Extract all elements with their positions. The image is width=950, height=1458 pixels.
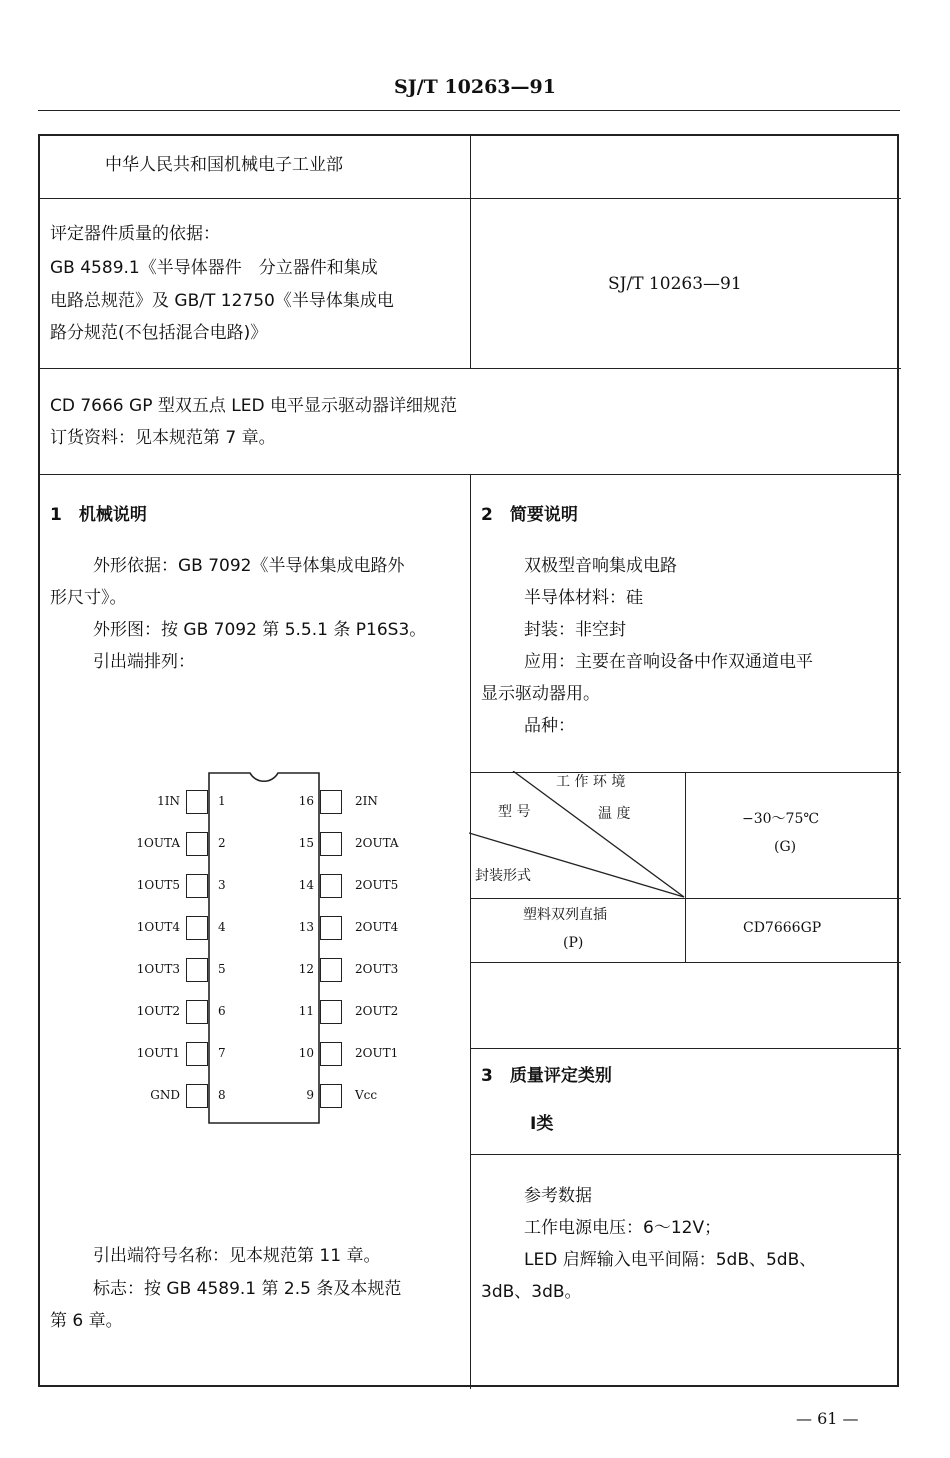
section-1-line: 引出端排列： <box>93 652 195 672</box>
spec-number: SJ/T 10263—91 <box>608 274 742 294</box>
section-3-heading: 3 质量评定类别 <box>481 1066 612 1086</box>
row-divider <box>471 898 901 899</box>
pin-number: 5 <box>218 962 226 976</box>
pin-box <box>186 1042 208 1066</box>
pin-number: 3 <box>218 878 226 892</box>
pin-label: 1OUT2 <box>136 1004 180 1018</box>
section-2-heading: 2 简要说明 <box>481 505 578 525</box>
section-2-line: 显示驱动器用。 <box>481 684 600 704</box>
column-divider <box>685 772 686 962</box>
section-1-line: 形尺寸》。 <box>50 588 127 608</box>
pin-number: 8 <box>218 1088 226 1102</box>
section-2-line: 双极型音响集成电路 <box>524 556 677 576</box>
pin-label: 1OUT4 <box>136 920 180 934</box>
pin-number: 1 <box>218 794 226 808</box>
pin-number: 9 <box>306 1088 314 1102</box>
reference-title: 参考数据 <box>524 1186 592 1206</box>
pin-box <box>320 1042 342 1066</box>
section-1-line: 外形依据：GB 7092《半导体集成电路外 <box>93 556 405 576</box>
pin-label: 1OUT5 <box>136 878 180 892</box>
pin-number: 16 <box>298 794 314 808</box>
model-number: CD7666GP <box>743 920 822 936</box>
pin-box <box>320 832 342 856</box>
section-1-footer: 标志：按 GB 4589.1 第 2.5 条及本规范 <box>93 1279 402 1299</box>
section-2-line: 应用：主要在音响设备中作双通道电平 <box>524 652 813 672</box>
pin-label: 1OUTA <box>136 836 180 850</box>
order-info: 订货资料：见本规范第 7 章。 <box>50 428 276 448</box>
reference-led: LED 启辉输入电平间隔：5dB、5dB、 <box>524 1250 817 1270</box>
quality-category: Ⅰ类 <box>530 1114 554 1134</box>
section-1-footer: 引出端符号名称：见本规范第 11 章。 <box>93 1246 381 1266</box>
pin-number: 14 <box>298 878 314 892</box>
row-divider <box>471 1154 901 1155</box>
diag-package-label: 封装形式 <box>475 868 531 884</box>
pin-label: 2OUT5 <box>355 878 399 892</box>
pin-number: 7 <box>218 1046 226 1060</box>
pin-label: 2OUT4 <box>355 920 399 934</box>
pin-box <box>186 832 208 856</box>
pin-label: 1IN <box>157 794 180 808</box>
pin-box <box>186 874 208 898</box>
pin-label: GND <box>150 1088 180 1102</box>
pin-box <box>186 1084 208 1108</box>
pin-box <box>186 958 208 982</box>
reference-supply: 工作电源电压：6～12V； <box>524 1218 722 1238</box>
document-code: SJ/T 10263—91 <box>394 76 556 98</box>
pin-box <box>186 790 208 814</box>
section-1-footer: 第 6 章。 <box>50 1311 123 1331</box>
pin-label: 1OUT1 <box>136 1046 180 1060</box>
pin-label: 2IN <box>355 794 378 808</box>
pin-number: 12 <box>298 962 314 976</box>
pin-number: 11 <box>298 1004 314 1018</box>
header-rule <box>38 110 900 111</box>
basis-line: 路分规范(不包括混合电路)》 <box>50 323 268 343</box>
pin-box <box>320 916 342 940</box>
pin-label: 2OUT2 <box>355 1004 399 1018</box>
section-1-line: 外形图：按 GB 7092 第 5.5.1 条 P16S3。 <box>93 620 427 640</box>
pin-box <box>186 1000 208 1024</box>
diag-temp-label: 温 度 <box>598 806 631 822</box>
pin-number: 4 <box>218 920 226 934</box>
pin-label: 2OUT1 <box>355 1046 399 1060</box>
row-divider <box>471 962 901 963</box>
package-code: (P) <box>563 935 584 951</box>
column-divider <box>470 136 471 368</box>
pin-box <box>320 874 342 898</box>
pin-number: 15 <box>298 836 314 850</box>
diag-type-label: 型 号 <box>498 804 531 820</box>
section-2-line: 品种： <box>524 716 575 736</box>
pin-box <box>320 790 342 814</box>
ministry-name: 中华人民共和国机械电子工业部 <box>105 155 343 175</box>
section-2-line: 封装：非空封 <box>524 620 626 640</box>
row-divider <box>471 1048 901 1049</box>
ic-package-outline <box>208 772 320 1124</box>
section-1-heading: 1 机械说明 <box>50 505 147 525</box>
column-divider <box>470 474 471 1389</box>
package-name: 塑料双列直插 <box>523 907 607 923</box>
pin-number: 10 <box>298 1046 314 1060</box>
pin-number: 13 <box>298 920 314 934</box>
row-divider <box>40 368 901 369</box>
section-2-line: 半导体材料：硅 <box>524 588 643 608</box>
page-number: — 61 — <box>796 1409 859 1428</box>
spec-title: CD 7666 GP 型双五点 LED 电平显示驱动器详细规范 <box>50 396 457 416</box>
pin-number: 6 <box>218 1004 226 1018</box>
pin-label: 2OUTA <box>355 836 399 850</box>
pin-box <box>320 1084 342 1108</box>
pin-box <box>320 958 342 982</box>
pin-label: 2OUT3 <box>355 962 399 976</box>
diag-env-label: 工 作 环 境 <box>556 774 626 790</box>
temp-code: (G) <box>774 839 797 855</box>
basis-line: GB 4589.1《半导体器件 分立器件和集成 <box>50 258 378 278</box>
pin-box <box>320 1000 342 1024</box>
pin-label: 1OUT3 <box>136 962 180 976</box>
basis-line: 评定器件质量的依据： <box>50 224 220 244</box>
basis-line: 电路总规范》及 GB/T 12750《半导体集成电 <box>50 291 394 311</box>
pin-label: Vcc <box>355 1088 378 1102</box>
pin-box <box>186 916 208 940</box>
temp-range: −30～75℃ <box>742 811 820 827</box>
pin-number: 2 <box>218 836 226 850</box>
reference-led: 3dB、3dB。 <box>481 1282 582 1302</box>
